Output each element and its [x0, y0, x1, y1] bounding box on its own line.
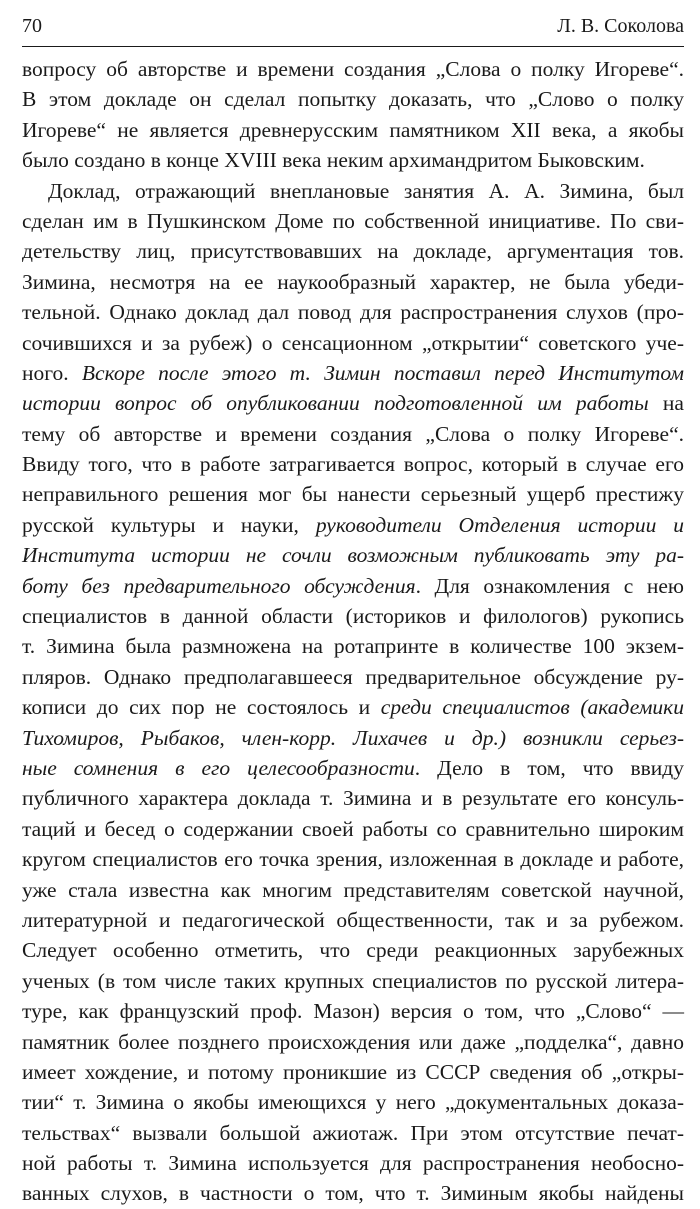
text-span: сочившихся и за рубеж) о сенсационном „открытии“ советского уче- — [22, 330, 684, 355]
text-span: туре, как французский проф. Мазон) версия о том, что „Слово“ — — [22, 999, 684, 1024]
text-span: таций и бесед о содержании своей работы со сравнительно широким — [22, 816, 684, 841]
text-line — [22, 905, 684, 935]
text-line — [22, 966, 684, 996]
page-header — [22, 10, 684, 44]
italic-span: Вскоре после этого т. Зимин поставил перед Институтом — [81, 360, 684, 385]
text-span: тему об авторстве и времени создания „Слова о полку Игореве“. — [22, 421, 684, 446]
text-line — [22, 358, 684, 388]
text-line — [22, 692, 684, 722]
text-line — [22, 1087, 684, 1117]
text-line — [22, 115, 684, 145]
text-line — [22, 1057, 684, 1087]
text-span: Доклад, отражающий внеплановые занятия А. А. Зимина, был — [48, 178, 684, 203]
text-line — [22, 297, 684, 327]
text-span: тии“ т. Зимина о якобы имеющихся у него „документальных доказа- — [22, 1090, 684, 1115]
text-line — [22, 176, 684, 206]
text-line — [22, 267, 684, 297]
text-span: кописи до сих пор не состоялось и — [22, 695, 381, 720]
text-span: кругом специалистов его точка зрения, изложенная в докладе и работе, — [22, 847, 684, 872]
text-span: специалистов в данной области (историков и филологов) рукопись — [22, 604, 684, 629]
text-span: тельствах“ вызвали большой ажиотаж. При этом отсутствие печат- — [22, 1120, 684, 1145]
text-line — [22, 510, 684, 540]
text-line — [22, 1148, 684, 1178]
text-line — [22, 753, 684, 783]
text-line — [22, 1027, 684, 1057]
text-span: Зимина, несмотря на ее наукообразный характер, не была убеди- — [22, 269, 684, 294]
italic-span: истории вопрос об опубликовании подготовленной им работы — [22, 391, 649, 416]
text-span: Игореве“ не является древнерусским памятником XII века, а якобы — [22, 117, 684, 142]
italic-span: Института истории не сочли возможным публиковать эту ра- — [22, 543, 684, 568]
text-line — [22, 723, 684, 753]
italic-span: ные сомнения в его целесообразности — [22, 755, 415, 780]
text-span: сделан им в Пушкинском Доме по собственной инициативе. По сви- — [22, 208, 684, 233]
text-line — [22, 783, 684, 813]
text-line — [22, 540, 684, 570]
text-line — [22, 388, 684, 418]
italic-span: боту без предварительного обсуждения — [22, 573, 416, 598]
text-span: детельству лиц, присутствовавших на докладе, аргументация тов. — [22, 239, 684, 264]
text-span: уже стала известна как многим представителям советской научной, — [22, 877, 684, 902]
body-text — [22, 54, 684, 1209]
text-span: . Дело в том, что ввиду — [414, 755, 684, 780]
text-line — [22, 631, 684, 661]
text-span: Следует особенно отметить, что среди реакционных зарубежных — [22, 938, 684, 963]
text-span: на — [648, 391, 684, 416]
text-line — [22, 54, 684, 84]
text-line — [22, 601, 684, 631]
text-line — [22, 571, 684, 601]
text-line — [22, 84, 684, 114]
italic-span: среди специалистов (академики — [380, 695, 684, 720]
text-line — [22, 419, 684, 449]
text-line — [22, 662, 684, 692]
text-span: тельной. Однако доклад дал повод для распространения слухов (про- — [22, 300, 684, 325]
text-span: ной работы т. Зимина используется для распространения необосно- — [22, 1151, 684, 1176]
header-rule — [22, 46, 684, 47]
text-span: Ввиду того, что в работе затрагивается вопрос, который в случае его — [22, 452, 684, 477]
text-span: неправильного решения мог бы нанести серьезный ущерб престижу — [22, 482, 684, 507]
text-span: русской культуры и науки, — [22, 512, 316, 537]
text-span: т. Зимина была размножена на ротапринте в количестве 100 экзем- — [22, 634, 684, 659]
italic-span: руководители Отделения истории и — [315, 512, 684, 537]
text-span: публичного характера доклада т. Зимина и в результате его консуль- — [22, 786, 684, 811]
italic-span: Тихомиров, Рыбаков, член-корр. Лихачев и др.) возникли серьез- — [22, 725, 684, 750]
text-span: вопросу об авторстве и времени создания „Слова о полку Игореве“. — [22, 57, 684, 81]
text-line — [22, 935, 684, 965]
text-span: было создано в конце XVIII века неким архимандритом Быковским. — [22, 148, 645, 173]
text-span: имеет хождение, и потому проникшие из СССР сведения об „откры- — [22, 1059, 684, 1084]
text-span: ученых (в том числе таких крупных специалистов по русской литера- — [22, 968, 684, 993]
text-line — [22, 1118, 684, 1148]
text-span: ванных слухов, в частности о том, что т. Зиминым якобы найдены — [22, 1181, 684, 1206]
text-span: . Для ознакомления с нею — [415, 573, 684, 598]
text-span: ного. — [22, 360, 82, 385]
text-line — [22, 479, 684, 509]
page-number: 70 — [22, 15, 42, 37]
text-span: В этом докладе он сделал попытку доказать, что „Слово о полку — [22, 87, 684, 112]
text-line — [22, 814, 684, 844]
text-line — [22, 236, 684, 266]
text-span: памятник более позднего происхождения или даже „подделка“, давно — [22, 1029, 684, 1054]
text-line — [22, 145, 684, 175]
text-span: пляров. Однако предполагавшееся предварительное обсуждение ру- — [22, 664, 684, 689]
text-line — [22, 844, 684, 874]
text-span: литературной и педагогической общественности, так и за рубежом. — [22, 907, 684, 932]
running-head: Л. В. Соколова — [557, 15, 684, 37]
text-line — [22, 996, 684, 1026]
text-line — [22, 206, 684, 236]
text-line — [22, 875, 684, 905]
text-line — [22, 449, 684, 479]
text-line — [22, 328, 684, 358]
text-line — [22, 1178, 684, 1208]
